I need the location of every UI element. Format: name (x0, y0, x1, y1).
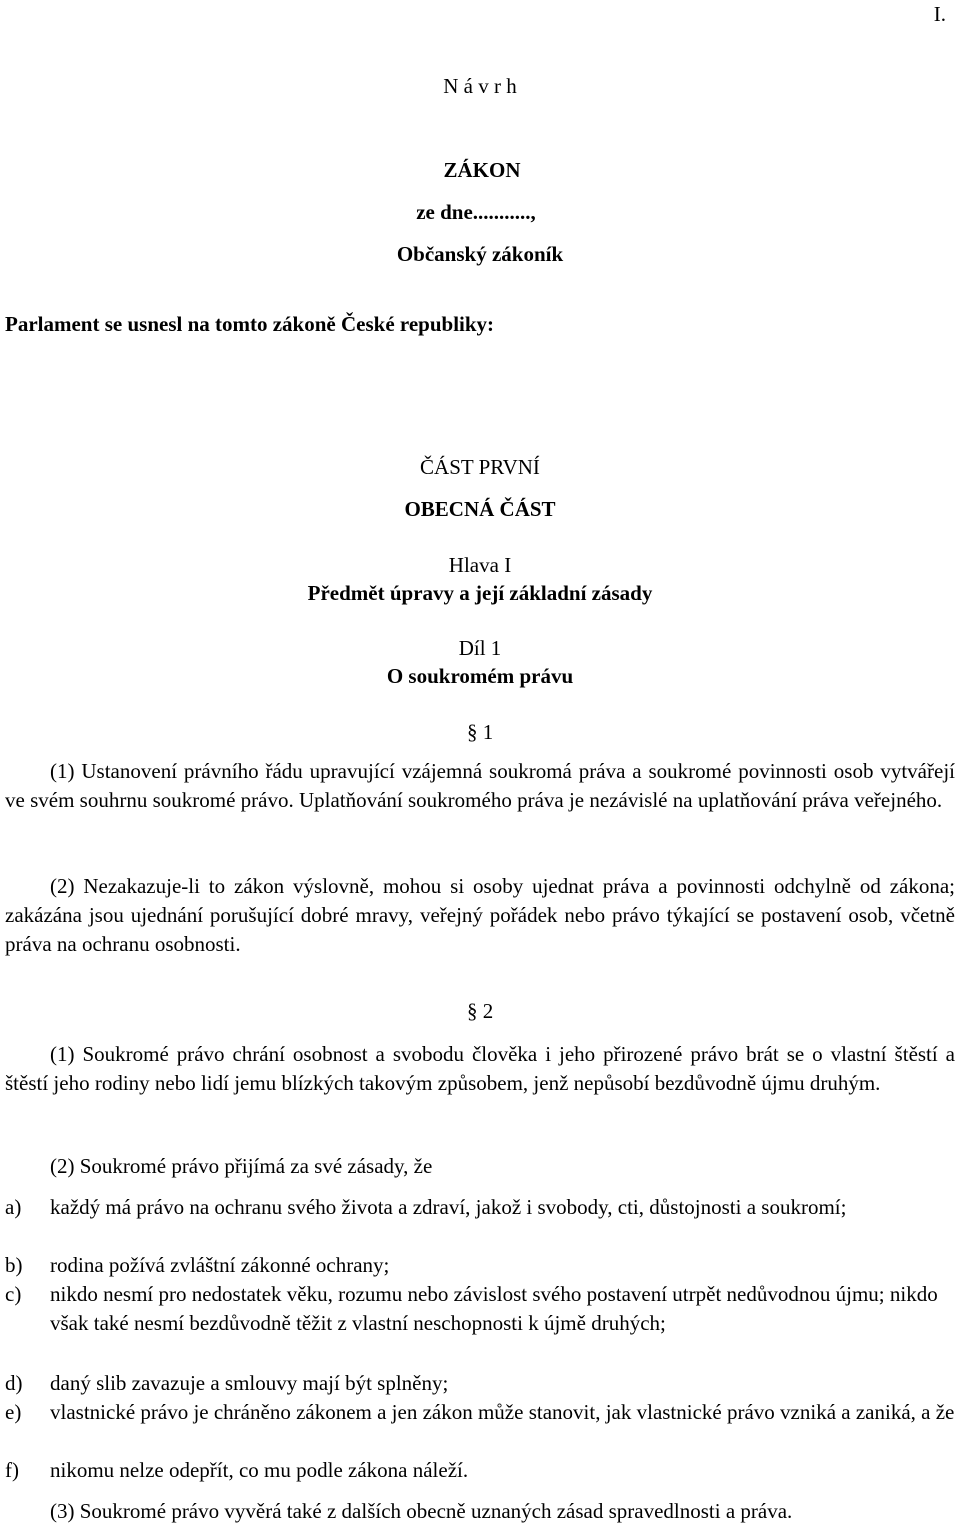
section-label: § 1 (467, 720, 494, 744)
list-item (5, 1193, 955, 1222)
paragraph: (1) Ustanovení právního řádu upravující vzájemná soukromá práva a soukromé povinnosti osob vytvářejí ve svém souhrnu soukromé právo. Uplatňování soukromého práva je nezávislé na uplatňování práva veřejného. (5, 759, 955, 812)
list-item-text: každý má právo na ochranu svého života a zdraví, jakož i svobody, cti, důstojnosti a soukromí; (50, 1195, 847, 1219)
list-item-text: nikomu nelze odepřít, co mu podle zákona náleží. (50, 1458, 469, 1482)
list-item (5, 1369, 955, 1398)
act-heading: ZÁKON (443, 158, 521, 182)
act-title: Občanský zákoník (396, 242, 564, 266)
chapter-number: Hlava I (448, 553, 512, 577)
list-item-letter: d) (5, 1371, 23, 1395)
paragraph: (1) Soukromé právo chrání osobnost a svobodu člověka i jeho přirozené právo brát se o vlastní štěstí a štěstí jeho rodiny nebo lidí jemu blízkých takovým způsobem, jenž nepůsobí bezdůvodně újmu druhým. (5, 1042, 955, 1095)
list-item-text: vlastnické právo je chráněno zákonem a jen zákon může stanovit, jak vlastnické právo vzniká a zaniká, a že (50, 1400, 955, 1424)
chapter-name: Předmět úpravy a její základní zásady (307, 581, 653, 605)
section-label: § 2 (467, 999, 494, 1023)
list-item-letter: e) (5, 1400, 22, 1424)
part-number: ČÁST PRVNÍ (420, 455, 540, 479)
draft-label: N á v r h (443, 74, 517, 98)
list-item-letter: c) (5, 1282, 22, 1306)
page-mark: I. (933, 2, 946, 26)
list-item-letter: f) (5, 1458, 19, 1482)
list-item (5, 1456, 955, 1485)
list-item-text: daný slib zavazuje a smlouvy mají být splněny; (50, 1371, 449, 1395)
part-name: OBECNÁ ČÁST (404, 497, 556, 521)
act-date: ze dne..........., (416, 200, 536, 224)
list-item-text: rodina požívá zvláštní zákonné ochrany; (50, 1253, 390, 1277)
preamble: Parlament se usnesl na tomto zákoně České republiky: (5, 312, 495, 336)
list-item (5, 1251, 955, 1280)
division-number: Díl 1 (458, 636, 502, 660)
list-item-letter: a) (5, 1195, 22, 1219)
list-item-text: nikdo nesmí pro nedostatek věku, rozumu nebo závislost svého postavení utrpět nedůvodnou újmu; nikdo však také nesmí bezdůvodně těžit z vlastní neschopnosti k újmě druhých; (50, 1282, 938, 1335)
list-item-letter: b) (5, 1253, 23, 1277)
paragraph: (3) Soukromé právo vyvěrá také z dalších obecně uznaných zásad spravedlnosti a práva. (50, 1499, 793, 1523)
division-name: O soukromém právu (386, 664, 574, 688)
paragraph: (2) Soukromé právo přijímá za své zásady, že (50, 1154, 433, 1178)
paragraph: (2) Nezakazuje-li to zákon výslovně, mohou si osoby ujednat práva a povinnosti odchylně od zákona; zakázána jsou ujednání porušující dobré mravy, veřejný pořádek nebo právo týkající se postavení osob, včetně práva na ochranu osobnosti. (5, 874, 955, 956)
list-item (5, 1280, 955, 1338)
list-item (5, 1398, 955, 1427)
